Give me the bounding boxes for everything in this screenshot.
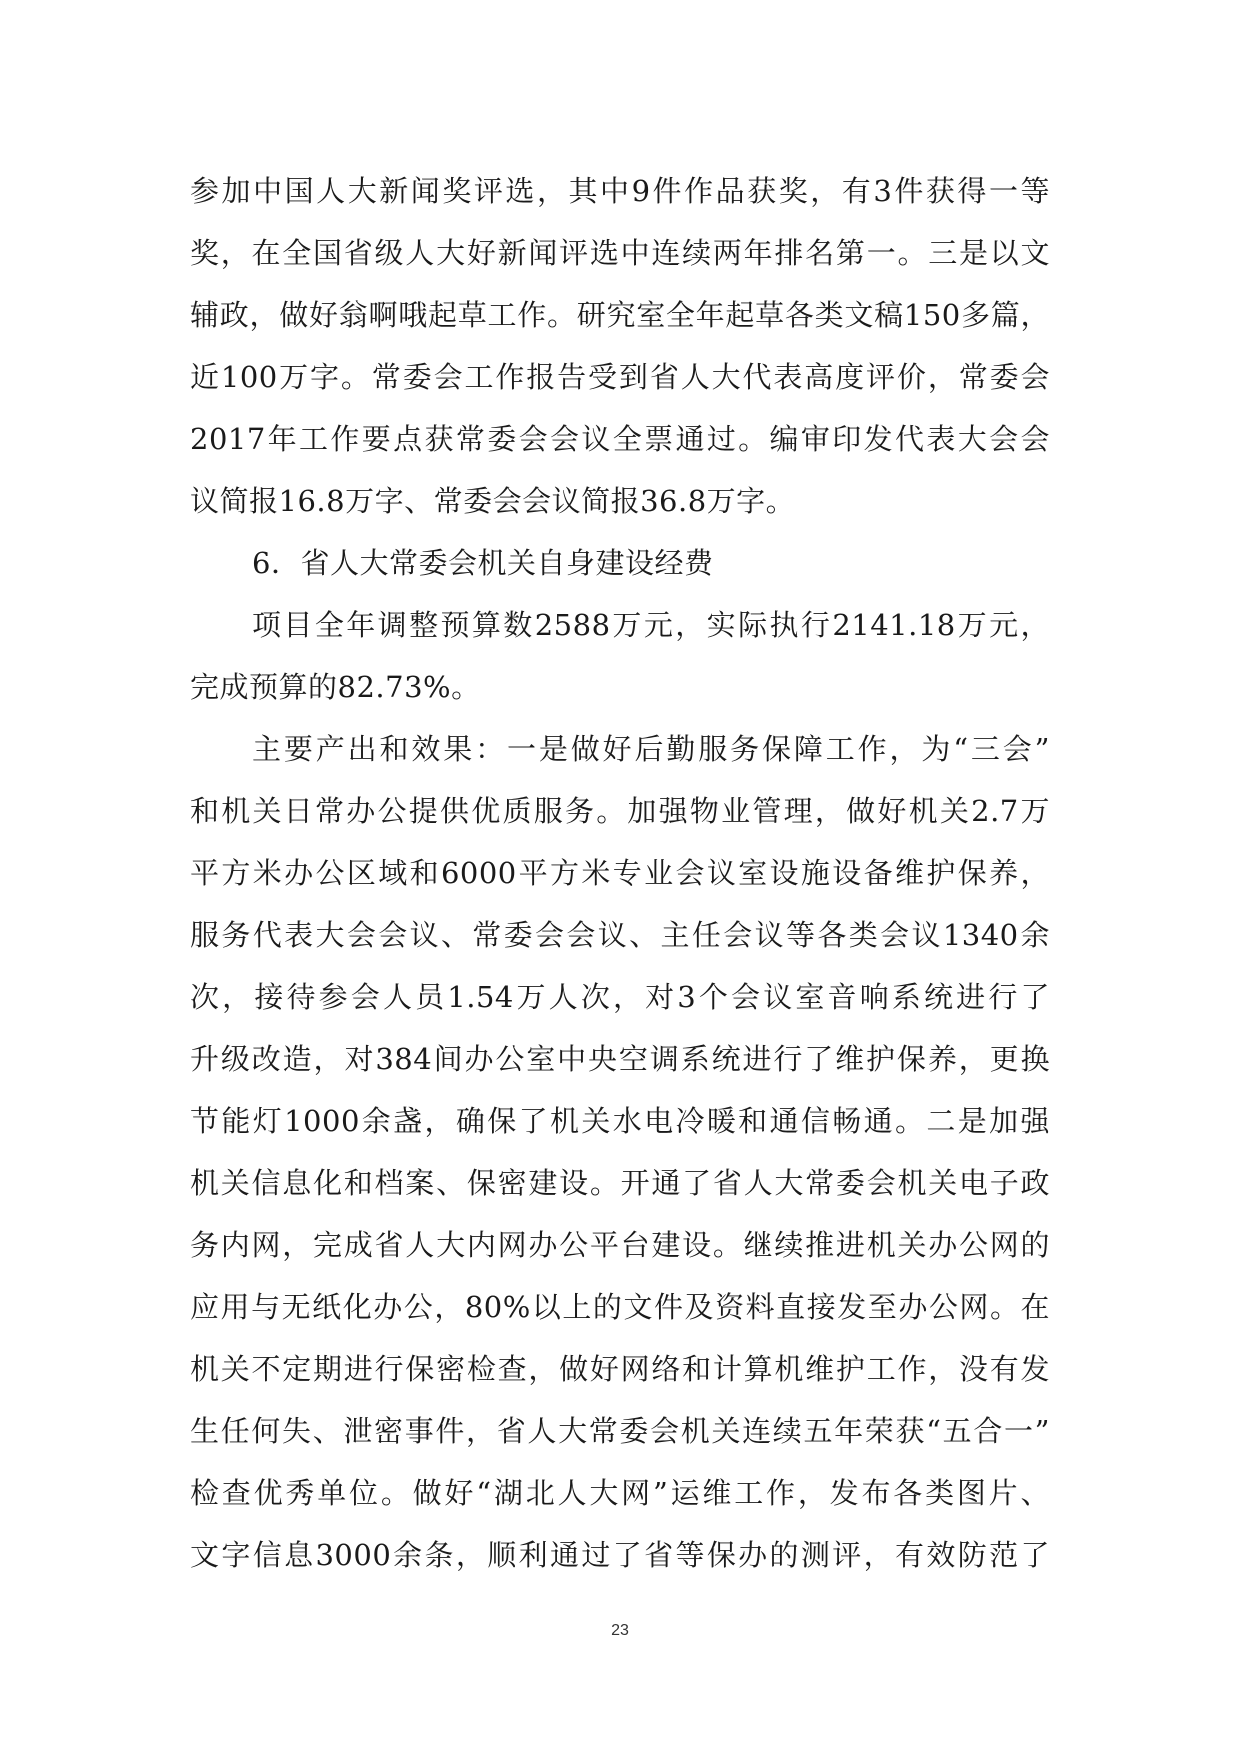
text-line: 检查优秀单位。做好“湖北人大网”运维工作，发布各类图片、 [190,1476,1050,1510]
page-number: 23 [611,1622,629,1639]
text-line: 机关信息化和档案、保密建设。开通了省人大常委会机关电子政 [190,1166,1050,1200]
text-line: 完成预算的82.73%。 [190,670,481,704]
text-line: 和机关日常办公提供优质服务。加强物业管理，做好机关2.7万 [190,794,1050,828]
text-line: 应用与无纸化办公，80%以上的文件及资料直接发至办公网。在 [190,1290,1050,1324]
text-line: 项目全年调整预算数2588万元，实际执行2141.18万元， [252,608,1050,642]
text-line: 服务代表大会会议、常委会会议、主任会议等各类会议1340余 [190,918,1050,952]
text-line: 参加中国人大新闻奖评选，其中9件作品获奖，有3件获得一等 [190,174,1050,208]
text-line: 平方米办公区域和6000平方米专业会议室设施设备维护保养， [190,856,1050,890]
text-line: 辅政，做好翁啊哦起草工作。研究室全年起草各类文稿150多篇， [190,298,1050,332]
text-line: 文字信息3000余条，顺利通过了省等保办的测评，有效防范了 [190,1538,1050,1572]
text-line: 主要产出和效果：一是做好后勤服务保障工作，为“三会” [252,732,1050,766]
text-line: 机关不定期进行保密检查，做好网络和计算机维护工作，没有发 [190,1352,1050,1386]
text-line: 节能灯1000余盏，确保了机关水电冷暖和通信畅通。二是加强 [190,1104,1050,1138]
body-text [190,160,1050,1586]
text-line: 2017年工作要点获常委会会议全票通过。编审印发代表大会会 [190,422,1050,456]
text-line: 次，接待参会人员1.54万人次，对3个会议室音响系统进行了 [190,980,1050,1014]
text-line: 议简报16.8万字、常委会会议简报36.8万字。 [190,484,796,518]
text-line: 务内网，完成省人大内网办公平台建设。继续推进机关办公网的 [190,1228,1050,1262]
text-line: 近100万字。常委会工作报告受到省人大代表高度评价，常委会 [190,360,1050,394]
text-line: 奖，在全国省级人大好新闻评选中连续两年排名第一。三是以文 [190,236,1050,270]
section-heading: 6．省人大常委会机关自身建设经费 [252,546,714,580]
text-line: 生任何失、泄密事件，省人大常委会机关连续五年荣获“五合一” [190,1414,1050,1448]
text-line: 升级改造，对384间办公室中央空调系统进行了维护保养，更换 [190,1042,1050,1076]
